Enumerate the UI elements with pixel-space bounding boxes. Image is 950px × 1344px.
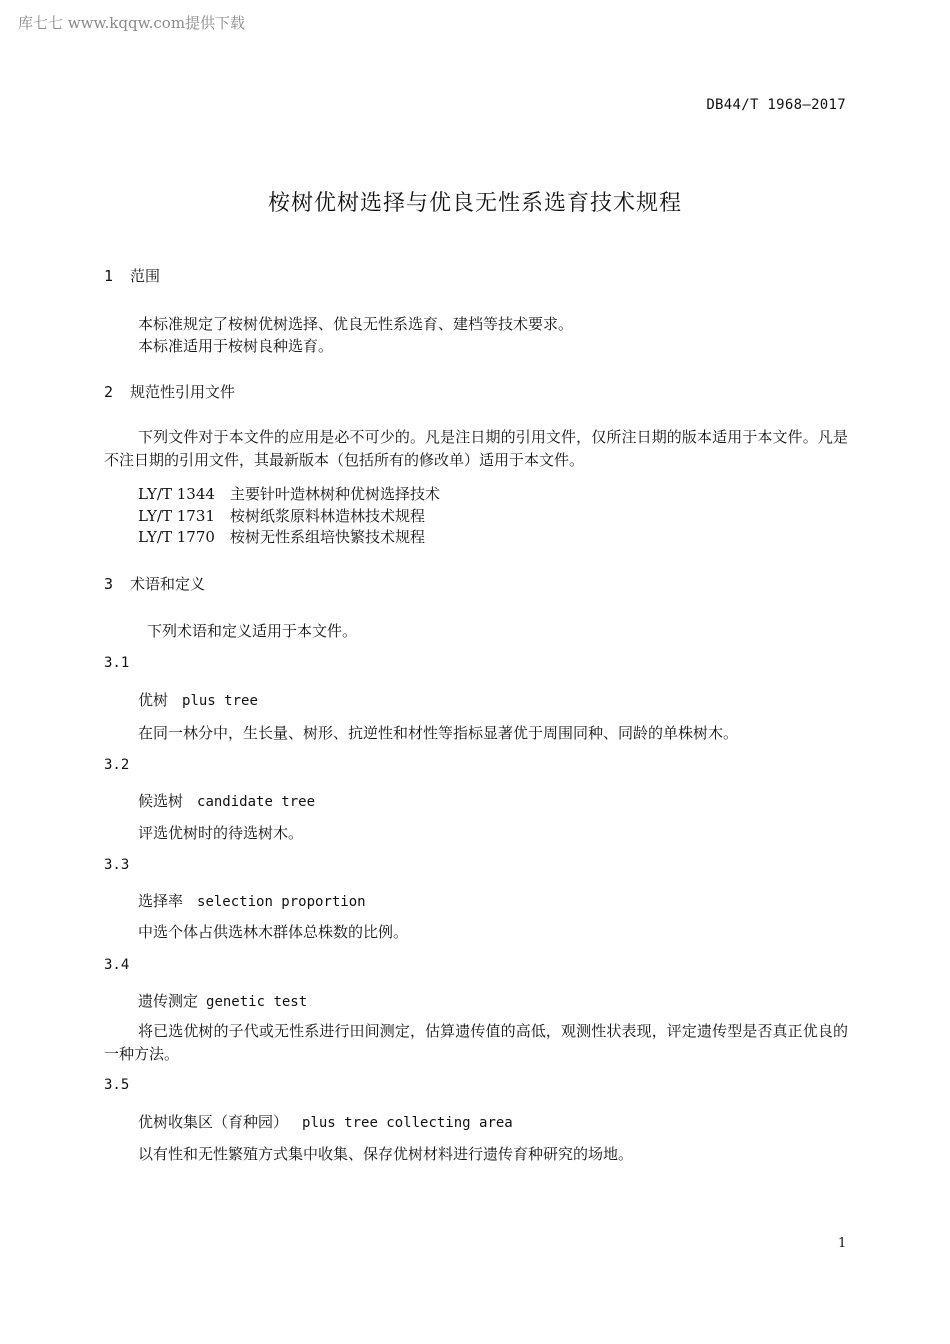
page-title: 桉树优树选择与优良无性系选育技术规程 bbox=[267, 191, 682, 216]
term-definition: 以有性和无性繁殖方式集中收集、保存优树材料进行遗传育种研究的场地。 bbox=[138, 1145, 634, 1163]
term-heading bbox=[138, 990, 307, 1011]
section-2-title: 规范性引用文件 bbox=[130, 383, 236, 401]
term-english: selection proportion bbox=[197, 894, 366, 910]
term-chinese: 优树收集区（育种园） bbox=[138, 1113, 289, 1131]
section-3-title: 术语和定义 bbox=[130, 575, 206, 593]
reference-item bbox=[138, 483, 440, 504]
watermark-text: 库七七 www.kqqw.com提供下载 bbox=[18, 14, 246, 32]
reference-name: 桉树纸浆原料林造林技术规程 bbox=[230, 507, 426, 525]
reference-item bbox=[138, 505, 425, 526]
term-definition: 在同一林分中，生长量、树形、抗逆性和材性等指标显著优于周围同种、同龄的单株树木。 bbox=[138, 724, 739, 742]
term-heading bbox=[138, 790, 315, 811]
term-heading bbox=[138, 890, 366, 911]
section-1-heading bbox=[104, 265, 160, 286]
term-number: 3.4 bbox=[104, 957, 130, 973]
term-english: plus tree collecting area bbox=[302, 1115, 513, 1131]
document-number: DB44/T 1968—2017 bbox=[706, 97, 846, 113]
section-1-number: 1 bbox=[104, 267, 114, 285]
term-definition: 将已选优树的子代或无性系进行田间测定，估算遗传值的高低，观测性状表现，评定遗传型是否真正优良的一种方法。 bbox=[104, 1022, 848, 1063]
section-1-title: 范围 bbox=[130, 267, 161, 285]
section-1-paragraph-1: 本标准规定了桉树优树选择、优良无性系选育、建档等技术要求。 bbox=[138, 315, 574, 333]
section-3-heading bbox=[104, 573, 205, 594]
term-definition: 中选个体占供选林木群体总株数的比例。 bbox=[138, 923, 409, 941]
term-number: 3.3 bbox=[104, 857, 130, 873]
term-chinese: 选择率 bbox=[138, 892, 184, 910]
term-english: genetic test bbox=[206, 994, 308, 1010]
term-chinese: 候选树 bbox=[138, 792, 184, 810]
term-chinese: 遗传测定 bbox=[138, 992, 199, 1010]
section-3-intro: 下列术语和定义适用于本文件。 bbox=[147, 622, 358, 640]
reference-name: 桉树无性系组培快繁技术规程 bbox=[230, 528, 426, 546]
section-3-number: 3 bbox=[104, 575, 114, 593]
term-english: candidate tree bbox=[197, 794, 316, 810]
term-chinese: 优树 bbox=[138, 691, 169, 709]
reference-code: LY/T 1731 bbox=[138, 507, 215, 525]
section-2-number: 2 bbox=[104, 383, 114, 401]
reference-item bbox=[138, 526, 425, 547]
term-number: 3.1 bbox=[104, 655, 130, 671]
section-2-intro: 下列文件对于本文件的应用是必不可少的。凡是注日期的引用文件，仅所注日期的版本适用于本文件。凡是不注日期的引用文件，其最新版本（包括所有的修改单）适用于本文件。 bbox=[104, 428, 848, 469]
reference-name: 主要针叶造林树种优树选择技术 bbox=[230, 485, 441, 503]
section-2-heading bbox=[104, 381, 235, 402]
page-number: 1 bbox=[838, 1236, 847, 1251]
reference-code: LY/T 1344 bbox=[138, 485, 215, 503]
term-heading bbox=[138, 689, 258, 710]
term-definition: 评选优树时的待选树木。 bbox=[138, 824, 304, 842]
term-number: 3.5 bbox=[104, 1077, 130, 1093]
reference-code: LY/T 1770 bbox=[138, 528, 215, 546]
term-number: 3.2 bbox=[104, 757, 130, 773]
term-english: plus tree bbox=[182, 693, 258, 709]
section-1-paragraph-2: 本标准适用于桉树良种选育。 bbox=[138, 337, 334, 355]
term-heading bbox=[138, 1111, 513, 1132]
